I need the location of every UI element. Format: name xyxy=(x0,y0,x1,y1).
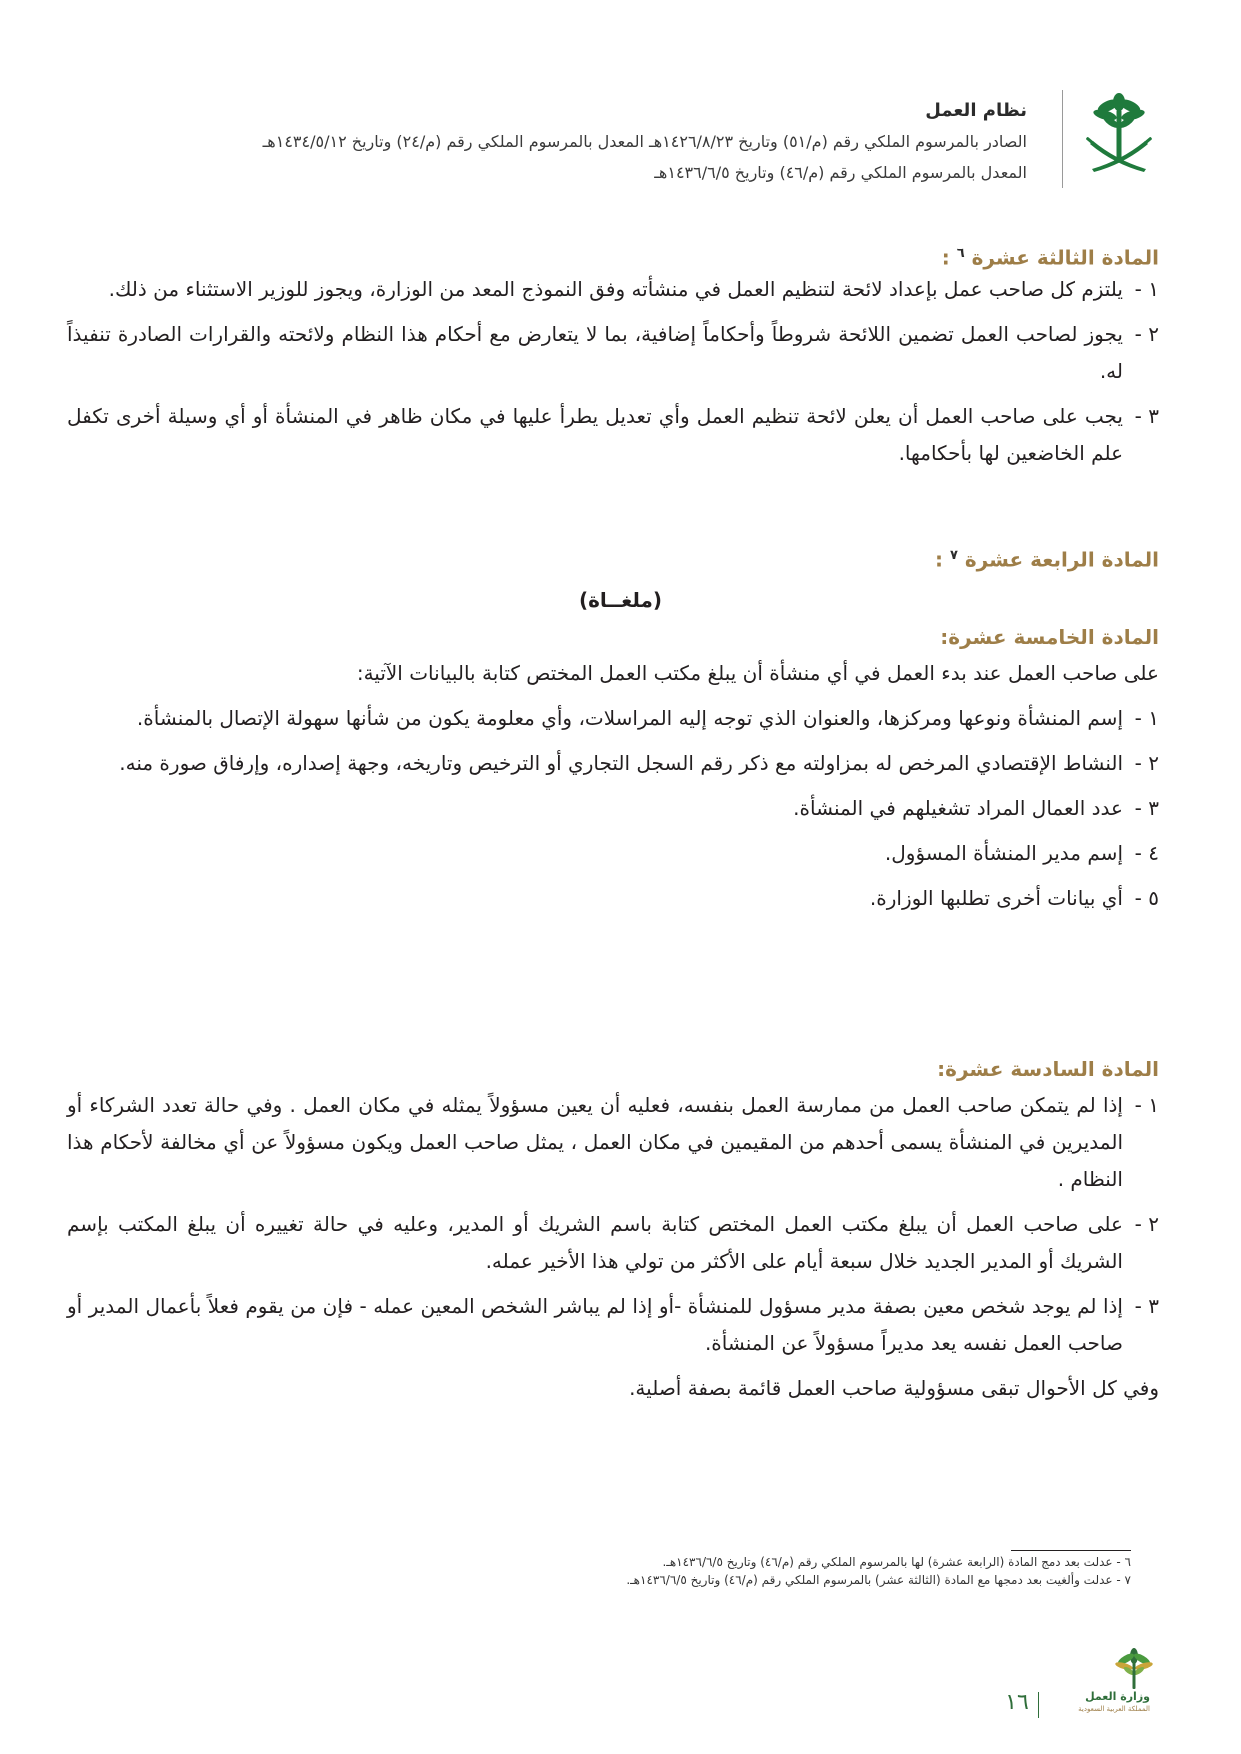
document-header xyxy=(67,96,1027,188)
article-14-heading xyxy=(159,540,1159,576)
item-number: ١ - xyxy=(1134,277,1159,301)
header-divider xyxy=(1062,90,1063,188)
item-number: ٤ - xyxy=(1134,841,1159,865)
heading-colon: : xyxy=(934,547,943,572)
article-14-title: المادة الرابعة عشرة xyxy=(964,547,1159,572)
footnote-ref-6[interactable]: ٦ xyxy=(956,246,965,261)
decree-line-2: المعدل بالمرسوم الملكي رقم (م/٤٦) وتاريخ ١٤٣٦/٦/٥هـ xyxy=(654,163,1027,182)
article-15-body xyxy=(67,655,1159,925)
list-item xyxy=(67,1206,1159,1280)
article-16-body xyxy=(67,1087,1159,1415)
item-number: ٣ - xyxy=(1134,1294,1159,1318)
list-item xyxy=(67,700,1159,737)
article-13-title: المادة الثالثة عشرة xyxy=(971,245,1159,270)
article-15-intro: على صاحب العمل عند بدء العمل في أي منشأة أن يبلغ مكتب العمل المختص كتابة بالبيانات الآتية: xyxy=(356,661,1159,685)
heading-colon: : xyxy=(941,245,950,270)
list-item xyxy=(67,271,1159,308)
page-number: ١٦ xyxy=(1005,1690,1029,1715)
repealed-status: (ملغــاة) xyxy=(578,588,663,612)
article-16-heading: المادة السادسة عشرة: xyxy=(937,1057,1159,1081)
item-number: ٣ - xyxy=(1134,404,1159,428)
ministry-name: وزارة العمل xyxy=(1085,1690,1150,1703)
ministry-subtitle: المملكة العربية السعودية xyxy=(1078,1705,1150,1713)
item-number: ٢ - xyxy=(1134,751,1159,775)
footnote-separator xyxy=(1011,1550,1131,1551)
document-title: نظام العمل xyxy=(925,100,1027,121)
item-text: عدد العمال المراد تشغيلهم في المنشأة. xyxy=(793,796,1123,820)
footnote-ref-7[interactable]: ٧ xyxy=(949,548,958,563)
footnotes xyxy=(231,1553,1131,1589)
item-text: إذا لم يوجد شخص معين بصفة مدير مسؤول للمنشأة -أو إذا لم يباشر الشخص المعين عمله - فإن من يقوم فعلاً بأعمال المدير أو صاحب العمل نفسه يعد مديراً مسؤولاً عن المنشأة. xyxy=(67,1294,1123,1355)
list-item xyxy=(67,880,1159,917)
saudi-emblem-icon xyxy=(1084,92,1154,184)
item-text: أي بيانات أخرى تطلبها الوزارة. xyxy=(869,886,1123,910)
list-item xyxy=(67,1087,1159,1198)
item-text: يجب على صاحب العمل أن يعلن لائحة تنظيم العمل وأي تعديل يطرأ عليها في مكان ظاهر في المنشأة أو أي وسيلة أخرى تكفل علم الخاضعين لها بأحكامها. xyxy=(67,404,1123,465)
article-13-heading xyxy=(159,238,1159,274)
item-text: إذا لم يتمكن صاحب العمل من ممارسة العمل بنفسه، فعليه أن يعين مسؤولاً يمثله في مكان العمل . وفي حالة تعدد الشركاء أو المديرين في المنشأة يسمى أحدهم من المقيمين في مكان العمل ، يمثل صاحب العمل ويكون مسؤولاً عن أي مخالفة لأحكام هذا النظام . xyxy=(67,1093,1123,1191)
list-item xyxy=(67,790,1159,827)
palm-tree-icon xyxy=(1114,1648,1154,1690)
ministry-logo xyxy=(1050,1648,1150,1722)
item-number: ٢ - xyxy=(1134,322,1159,346)
footnote-6: ٦ - عدلت بعد دمج المادة (الرابعة عشرة) لها بالمرسوم الملكي رقم (م/٤٦) وتاريخ ١٤٣٦/٦/٥هـ. xyxy=(662,1555,1131,1569)
item-number: ١ - xyxy=(1134,706,1159,730)
item-text: إسم المنشأة ونوعها ومركزها، والعنوان الذي توجه إليه المراسلات، وأي معلومة يكون من شأنها سهولة الإتصال بالمنشأة. xyxy=(136,706,1123,730)
item-text: يجوز لصاحب العمل تضمين اللائحة شروطاً وأحكاماً إضافية، بما لا يتعارض مع أحكام هذا النظام ولائحته والقرارات الصادرة تنفيذاً له. xyxy=(67,322,1123,383)
item-number: ٥ - xyxy=(1134,886,1159,910)
item-number: ٣ - xyxy=(1134,796,1159,820)
decree-line-1: الصادر بالمرسوم الملكي رقم (م/٥١) وتاريخ ١٤٢٦/٨/٢٣هـ المعدل بالمرسوم الملكي رقم (م/٢٤) وتاريخ ١٤٣٤/٥/١٢هـ xyxy=(262,132,1027,151)
list-item xyxy=(67,835,1159,872)
footer-divider xyxy=(1038,1692,1039,1718)
footnote-7: ٧ - عدلت وألغيت بعد دمجها مع المادة (الثالثة عشر) بالمرسوم الملكي رقم (م/٤٦) وتاريخ ١٤٣٦/٦/٥هـ. xyxy=(626,1573,1131,1587)
item-number: ٢ - xyxy=(1134,1212,1159,1236)
article-16-closing: وفي كل الأحوال تبقى مسؤولية صاحب العمل قائمة بصفة أصلية. xyxy=(629,1376,1159,1400)
article-13-body xyxy=(67,271,1159,480)
item-number: ١ - xyxy=(1134,1093,1159,1117)
item-text: يلتزم كل صاحب عمل بإعداد لائحة لتنظيم العمل في منشأته وفق النموذج المعد من الوزارة، ويجوز للوزير الاستثناء من ذلك. xyxy=(108,277,1123,301)
item-text: إسم مدير المنشأة المسؤول. xyxy=(884,841,1123,865)
list-item xyxy=(67,398,1159,472)
article-15-heading: المادة الخامسة عشرة: xyxy=(940,625,1159,649)
list-item xyxy=(67,1288,1159,1362)
list-item xyxy=(67,316,1159,390)
list-item xyxy=(67,745,1159,782)
item-text: على صاحب العمل أن يبلغ مكتب العمل المختص كتابة باسم الشريك أو المدير، وعليه في حالة تغييره أن يبلغ المكتب بإسم الشريك أو المدير الجديد خلال سبعة أيام على الأكثر من تولي هذا الأخير عمله. xyxy=(67,1212,1123,1273)
item-text: النشاط الإقتصادي المرخص له بمزاولته مع ذكر رقم السجل التجاري أو الترخيص وتاريخه، وجهة إصداره، وإرفاق صورة منه. xyxy=(119,751,1123,775)
